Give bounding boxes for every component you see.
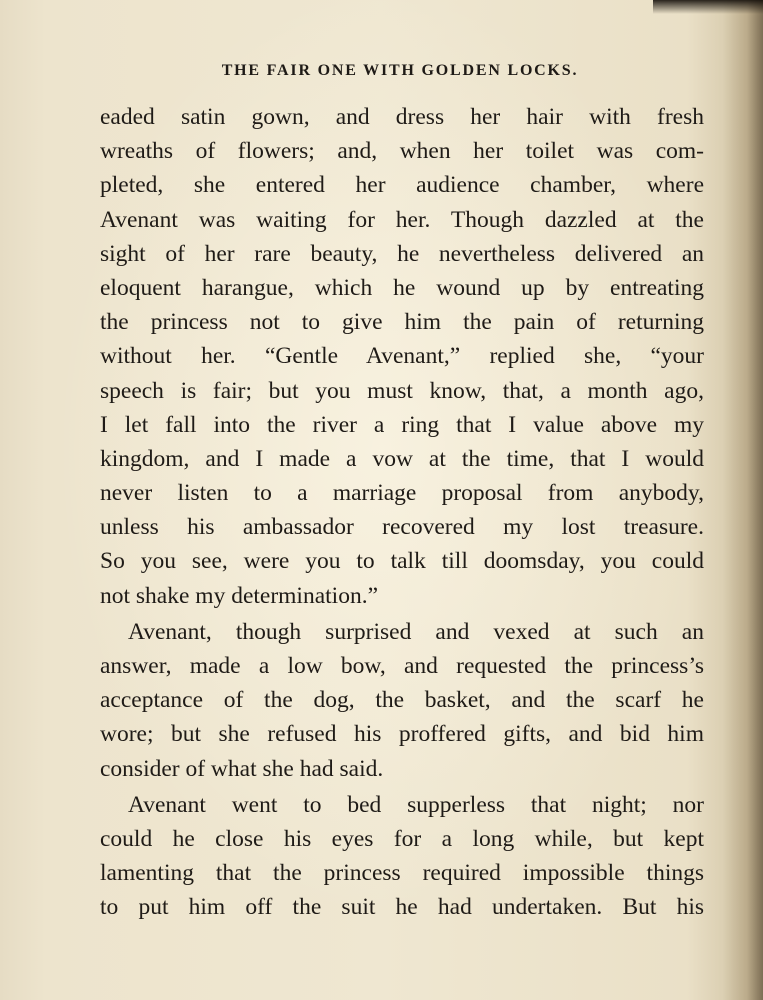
text-line: the princess not to give him the pain of returning [100,309,704,336]
text-line: Avenant went to bed supperless that night; nor [128,791,704,818]
text-line: Avenant was waiting for her. Though dazzled at the [100,206,704,233]
text-line: could he close his eyes for a long while, but kept [100,825,704,852]
paragraph [100,100,704,613]
text-line: kingdom, and I made a vow at the time, that I would [100,445,704,472]
paragraph [100,615,704,786]
text-line: eloquent harangue, which he wound up by entreating [100,274,704,301]
text-line: wreaths of flowers; and, when her toilet was com- [100,138,704,165]
text-line: sight of her rare beauty, he nevertheless delivered an [100,240,704,267]
running-head: THE FAIR ONE WITH GOLDEN LOCKS. [221,62,579,79]
body-text [100,100,704,925]
page-corner-shadow [653,0,763,14]
text-line: acceptance of the dog, the basket, and the scarf he [100,687,704,714]
text-line: wore; but she refused his proffered gifts, and bid him [100,721,704,748]
text-line: Avenant, though surprised and vexed at such an [128,618,704,645]
text-line: lamenting that the princess required impossible things [100,860,704,887]
text-line: not shake my determination.” [100,582,379,609]
text-line: speech is fair; but you must know, that, a month ago, [100,377,704,404]
text-line: unless his ambassador recovered my lost treasure. [100,514,704,541]
text-line: I let fall into the river a ring that I value above my [100,411,704,438]
text-line: pleted, she entered her audience chamber, where [100,172,704,199]
text-line: answer, made a low bow, and requested the princess’s [100,653,704,679]
text-line: consider of what she had said. [100,755,384,782]
text-line: never listen to a marriage proposal from anybody, [100,480,704,507]
text-line: So you see, were you to talk till doomsday, you could [100,548,704,575]
paragraph [100,788,704,925]
text-line: without her. “Gentle Avenant,” replied she, “your [100,343,704,370]
text-line: to put him off the suit he had undertaken. But his [100,894,704,921]
page-edge-shadow [723,0,763,1000]
text-line: eaded satin gown, and dress her hair with fresh [100,104,704,130]
